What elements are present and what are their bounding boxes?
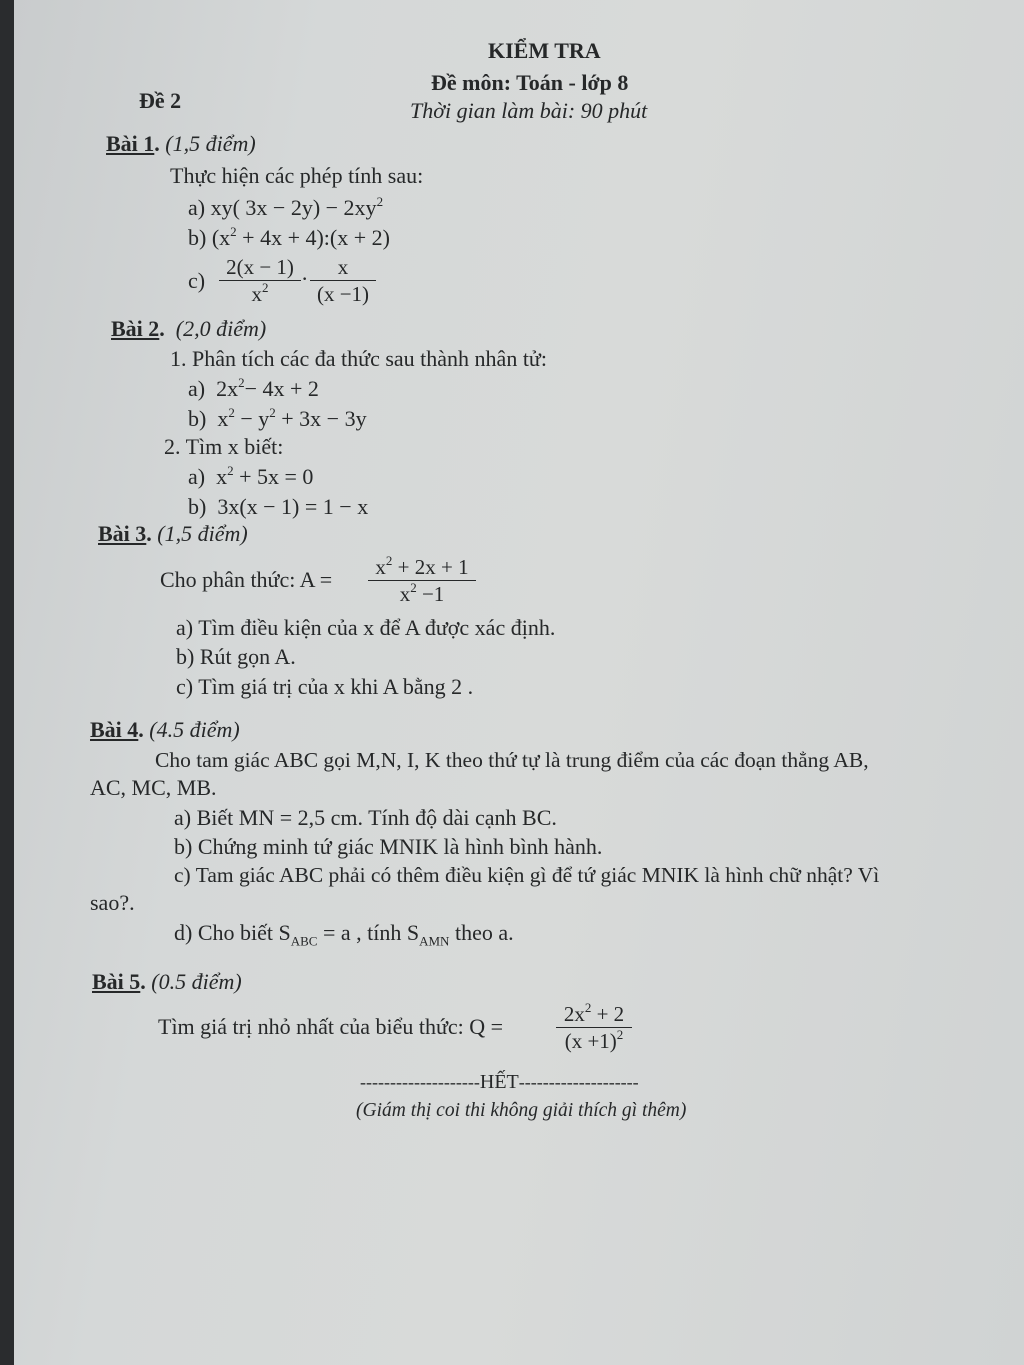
bai2-1b-expr-3: + 3x − 3y	[275, 406, 367, 431]
bai1-c-num2: x	[337, 255, 349, 279]
bai1-b-expr-1: (x	[211, 225, 231, 250]
bai1-b-expr-2: + 4x + 4):(x + 2)	[236, 225, 390, 250]
bai3-c: c) Tìm giá trị của x khi A bằng 2 .	[176, 674, 474, 699]
bai1-heading: Bài 1. (1,5 điểm)	[106, 131, 256, 156]
bai3-a: a) Tìm điều kiện của x để A được xác định.	[176, 615, 556, 640]
bai5-points: (0.5 điểm)	[151, 969, 242, 994]
bai5-label: Bài 5	[92, 969, 141, 994]
bai4-d-sub1: ABC	[290, 933, 318, 949]
bai5-intro: Tìm giá trị nhỏ nhất của biểu thức: Q =	[158, 1014, 504, 1039]
bai4-d-3: theo a.	[449, 920, 514, 945]
bai4-intro-1: Cho tam giác ABC gọi M,N, I, K theo thứ tự là trung điểm của các đoạn thẳng AB,	[155, 748, 869, 772]
bai2-1b-expr-1: x	[217, 406, 229, 431]
bai2-1b: b) $x^2 - y^2 + 3x - 3y$	[188, 405, 367, 431]
bai1-instruction: Thực hiện các phép tính sau:	[170, 163, 424, 188]
bai1-a-expr: xy( 3x − 2y) − 2xy	[210, 195, 377, 220]
bai4-label: Bài 4	[90, 717, 139, 742]
bai2-2b	[188, 494, 368, 520]
bai1-b: b) ($x^2 + 4x$ + 4):(x + 2)	[188, 224, 390, 250]
footer-dashes-right: --------------------	[518, 1072, 639, 1092]
bai4-c-1: c) Tam giác ABC phải có thêm điều kiện gì để tứ giác MNIK là hình chữ nhật? Vì	[174, 863, 880, 887]
bai4-c-2: sao?.	[90, 890, 135, 915]
bai1-c-den1: x	[251, 282, 262, 306]
bai4-d-sub2: AMN	[419, 933, 450, 949]
footer-dashes-left: --------------------	[360, 1072, 480, 1092]
bai1-c-dot: ·	[301, 266, 309, 291]
footer-end-line	[360, 1071, 639, 1094]
bai4-d-2: = a , tính S	[317, 920, 420, 945]
bai4-d-1: d) Cho biết S	[174, 920, 291, 945]
bai1-c-fraction-2	[310, 255, 376, 306]
bai1-points: (1,5 điểm)	[165, 131, 256, 156]
bai4-b: b) Chứng minh tứ giác MNIK là hình bình hành.	[174, 834, 603, 859]
bai2-points: (2,0 điểm)	[175, 316, 267, 341]
exam-duration: Thời gian làm bài: 90 phút	[410, 98, 648, 123]
bai3-num-1: x	[375, 555, 386, 579]
footer-end: HẾT	[479, 1071, 519, 1093]
bai2-1b-prefix: b)	[188, 406, 207, 431]
bai4-d	[174, 920, 514, 954]
bai1-label: Bài 1	[106, 131, 155, 156]
bai1-c-fraction-1: 2(x − 1) $x^2$	[219, 255, 301, 306]
bai2-2a-expr-2: + 5x = 0	[233, 464, 314, 489]
bai2-2a-expr-1: x	[216, 464, 228, 489]
bai3-fraction: $x^2 + 2x + 1$ $x^2 -1$	[368, 555, 476, 606]
bai2-1a-prefix: a)	[188, 376, 206, 401]
bai1-a: a) xy( $3x - 2y) - 2xy^2$	[188, 194, 384, 220]
exam-code: Đề 2	[139, 88, 182, 113]
bai3-intro: Cho phân thức: A =	[160, 567, 333, 592]
exam-title: KIỂM TRA	[488, 38, 601, 63]
bai2-1b-expr-2: − y	[234, 406, 270, 431]
bai2-2a: a) $x^2 + 5x = 0$	[188, 463, 314, 489]
bai4-a: a) Biết MN = 2,5 cm. Tính độ dài cạnh BC.	[174, 805, 557, 830]
bai1-a-prefix: a)	[188, 195, 206, 220]
footer-note: (Giám thị coi thi không giải thích gì thêm)	[356, 1100, 687, 1121]
bai2-1a: a) $2x^2- 4x + 2$	[188, 375, 319, 401]
bai2-part1: 1. Phân tích các đa thức sau thành nhân tử:	[170, 346, 547, 371]
bai3-heading: Bài 3. (1,5 điểm)	[98, 521, 248, 546]
bai4-heading: Bài 4. (4.5 điểm)	[90, 717, 240, 742]
bai1-c-den2: (x −1)	[316, 282, 370, 306]
bai3-num-2: + 2x + 1	[392, 555, 469, 579]
bai3-den-2: −1	[416, 582, 445, 606]
bai5-num-1: 2x	[563, 1002, 585, 1026]
bai4-intro-2: AC, MC, MB.	[90, 775, 217, 800]
bai2-label: Bài 2	[111, 316, 160, 341]
bai5-num-2: + 2	[591, 1002, 625, 1026]
bai2-1a-expr-1: 2x	[216, 376, 239, 401]
bai4-points: (4.5 điểm)	[149, 717, 240, 742]
bai1-b-prefix: b)	[188, 225, 207, 250]
bai2-2b-expr: 3x(x − 1) = 1 − x	[217, 494, 369, 519]
bai2-heading: Bài 2. (2,0 điểm)	[111, 316, 267, 341]
bai5-heading: Bài 5. (0.5 điểm)	[92, 969, 242, 994]
exam-subject: Đề môn: Toán - lớp 8	[431, 70, 629, 95]
exam-sheet	[14, 0, 1024, 1365]
bai2-1a-expr-2: − 4x + 2	[244, 376, 319, 401]
bai5-den: (x +1)	[564, 1029, 617, 1053]
bai2-2b-prefix: b)	[188, 494, 207, 519]
bai1-c-prefix: c)	[188, 268, 206, 293]
bai3-label: Bài 3	[98, 521, 147, 546]
bai2-2a-prefix: a)	[188, 464, 206, 489]
bai3-points: (1,5 điểm)	[157, 521, 248, 546]
bai1-c-num1: 2(x − 1)	[226, 255, 294, 279]
bai3-b: b) Rút gọn A.	[176, 644, 296, 669]
bai2-part2: 2. Tìm x biết:	[164, 434, 284, 459]
bai3-den-1: x	[399, 582, 411, 606]
bai5-fraction: $2x^2 + 2$ $(x +1)^2$	[556, 1002, 632, 1053]
